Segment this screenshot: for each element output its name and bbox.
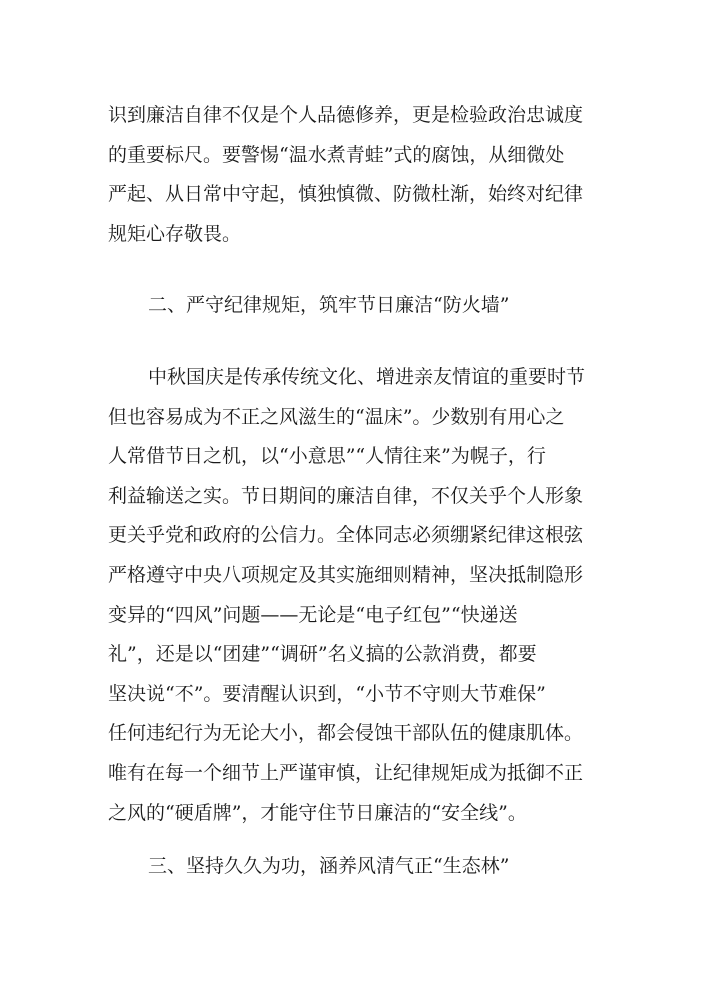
paragraph-1-line: 严起、从日常中守起，慎独慎微、防微杜渐，始终对纪律 [108,183,584,206]
paragraph-2-line: 之风的“硬盾牌”，才能守住节日廉洁的“安全线”。 [108,801,527,824]
paragraph-2-line: 坚决说“不”。要清醒认识到，“小节不守则大节难保” [108,682,546,705]
paragraph-2-line: 但也容易成为不正之风滋生的“温床”。少数别有用心之 [108,405,565,428]
section-heading-3 [108,847,608,887]
section-heading-3-text: 三、坚持久久为功，涵养风清气正“生态林” [148,855,510,877]
paragraph-2-line: 唯有在每一个细节上严谨审慎，让纪律规矩成为抵御不正 [108,761,584,784]
paragraph-2-line: 利益输送之实。节日期间的廉洁自律，不仅关乎个人形象 [108,484,584,507]
paragraph-2-line: 礼”，还是以“团建”“调研”名义搞的公款消费，都要 [108,643,537,666]
section-heading-2 [108,286,608,326]
paragraph-2-line: 人常借节日之机，以“小意思”“人情往来”为幌子，行 [108,445,546,468]
paragraph-1-line: 的重要标尺。要警惕“温水煮青蛙”式的腐蚀，从细微处 [108,143,565,166]
paragraph-2-line: 任何违纪行为无论大小，都会侵蚀干部队伍的健康肌体。 [108,722,584,745]
paragraph-1-line: 识到廉洁自律不仅是个人品德修养，更是检验政治忠诚度 [108,104,584,126]
paragraph-2-line: 中秋国庆是传承传统文化、增进亲友情谊的重要时节 [148,366,586,388]
paragraph-2 [108,358,608,833]
paragraph-2-line: 变异的“四风”问题——无论是“电子红包”“快递送 [108,603,518,626]
paragraph-1-line: 规矩心存敬畏。 [108,222,242,245]
section-heading-2-text: 二、严守纪律规矩，筑牢节日廉洁“防火墙” [148,294,510,316]
paragraph-2-line: 更关乎党和政府的公信力。全体同志必须绷紧纪律这根弦 [108,524,584,547]
paragraph-2-line: 严格遵守中央八项规定及其实施细则精神，坚决抵制隐形 [108,563,584,586]
paragraph-1 [108,96,608,254]
